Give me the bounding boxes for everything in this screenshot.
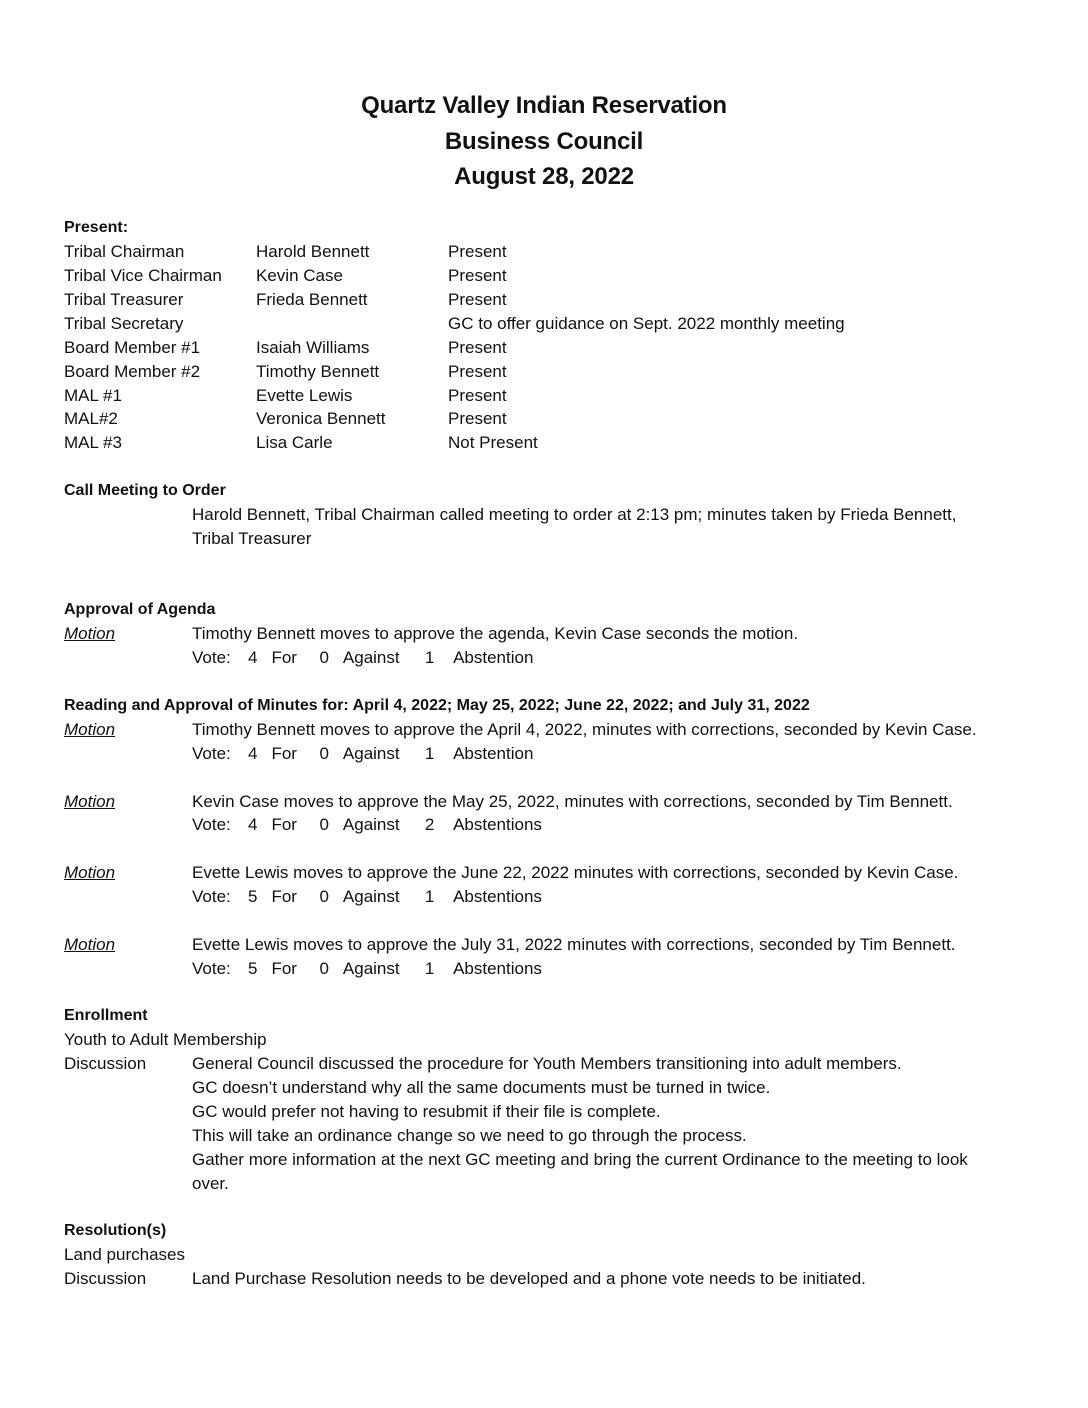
document-subtitle: Business Council xyxy=(444,128,644,155)
vote-abstain-label: Abstentions xyxy=(453,959,542,978)
call-to-order-text-cont: Tribal Treasurer xyxy=(192,529,312,548)
vote-for-label: For xyxy=(271,744,297,763)
vote-for-label: For xyxy=(271,815,297,834)
vote-abstain-count: 1 xyxy=(424,887,435,906)
vote-abstain-count: 1 xyxy=(424,744,435,763)
enrollment-subheading: Youth to Adult Membership xyxy=(64,1030,267,1049)
motion-text: Kevin Case moves to approve the May 25, 2022, minutes with corrections, seconded by Tim Bennett. xyxy=(192,792,953,811)
vote-for-label: For xyxy=(271,959,297,978)
discussion-line: General Council discussed the procedure for Youth Members transitioning into adult members. xyxy=(192,1054,902,1073)
motion-text: Timothy Bennett moves to approve the April 4, 2022, minutes with corrections, seconded by Kevin Case. xyxy=(192,720,977,739)
vote-line xyxy=(192,957,542,981)
vote-against-label: Against xyxy=(342,815,400,834)
vote-label: Vote: xyxy=(192,959,231,978)
vote-for-label: For xyxy=(271,887,297,906)
motion-text: Timothy Bennett moves to approve the agenda, Kevin Case seconds the motion. xyxy=(192,624,799,643)
document-title: Quartz Valley Indian Reservation xyxy=(361,92,727,119)
motion-text: Evette Lewis moves to approve the July 31, 2022 minutes with corrections, seconded by Tim Bennett. xyxy=(192,935,956,954)
vote-for-count: 4 xyxy=(248,815,258,834)
vote-label: Vote: xyxy=(192,887,231,906)
attendance-name: Isaiah Williams xyxy=(256,338,370,357)
discussion-line: GC would prefer not having to resubmit if their file is complete. xyxy=(192,1102,661,1121)
vote-label: Vote: xyxy=(192,648,231,667)
attendance-status: GC to offer guidance on Sept. 2022 monthly meeting xyxy=(448,314,845,333)
vote-against-count: 0 xyxy=(319,815,329,834)
attendance-status: Present xyxy=(448,386,507,405)
vote-abstain-count: 2 xyxy=(424,815,435,834)
call-to-order-text: Harold Bennett, Tribal Chairman called meeting to order at 2:13 pm; minutes taken by Frieda Bennett, xyxy=(192,505,957,524)
attendance-name: Harold Bennett xyxy=(256,242,370,261)
vote-line xyxy=(192,813,542,837)
motion-label: Motion xyxy=(64,792,116,811)
resolutions-subheading: Land purchases xyxy=(64,1245,185,1264)
attendance-role: Board Member #2 xyxy=(64,362,201,381)
motion-label: Motion xyxy=(64,863,116,882)
attendance-status: Not Present xyxy=(448,433,538,452)
vote-abstain-count: 1 xyxy=(424,648,435,667)
vote-label: Vote: xyxy=(192,744,231,763)
enrollment-heading: Enrollment xyxy=(64,1007,148,1024)
call-to-order-heading: Call Meeting to Order xyxy=(64,482,226,499)
vote-for-label: For xyxy=(271,648,297,667)
motion-text: Evette Lewis moves to approve the June 22, 2022 minutes with corrections, seconded by Kevin Case. xyxy=(192,863,959,882)
vote-for-count: 4 xyxy=(248,744,258,763)
attendance-status: Present xyxy=(448,266,507,285)
discussion-line: Land Purchase Resolution needs to be developed and a phone vote needs to be initiated. xyxy=(192,1269,866,1288)
vote-abstain-label: Abstention xyxy=(453,744,534,763)
vote-abstain-count: 1 xyxy=(424,959,435,978)
attendance-name: Evette Lewis xyxy=(256,386,353,405)
attendance-role: Tribal Chairman xyxy=(64,242,185,261)
attendance-name: Lisa Carle xyxy=(256,433,333,452)
vote-against-label: Against xyxy=(342,959,400,978)
attendance-name: Veronica Bennett xyxy=(256,409,386,428)
vote-abstain-label: Abstentions xyxy=(453,815,542,834)
vote-abstain-label: Abstention xyxy=(453,648,534,667)
attendance-name: Frieda Bennett xyxy=(256,290,368,309)
vote-against-count: 0 xyxy=(319,959,329,978)
vote-against-count: 0 xyxy=(319,744,329,763)
attendance-name: Timothy Bennett xyxy=(256,362,380,381)
motion-label: Motion xyxy=(64,720,116,739)
vote-line xyxy=(192,646,533,670)
vote-line xyxy=(192,742,533,766)
vote-against-label: Against xyxy=(342,648,400,667)
attendance-status: Present xyxy=(448,338,507,357)
attendance-role: MAL #1 xyxy=(64,386,122,405)
attendance-status: Present xyxy=(448,362,507,381)
attendance-role: Tribal Vice Chairman xyxy=(64,266,222,285)
attendance-role: Tribal Treasurer xyxy=(64,290,184,309)
attendance-role: Tribal Secretary xyxy=(64,314,184,333)
agenda-heading: Approval of Agenda xyxy=(64,601,216,618)
motion-label: Motion xyxy=(64,935,116,954)
vote-against-label: Against xyxy=(342,887,400,906)
vote-for-count: 4 xyxy=(248,648,258,667)
discussion-line: GC doesn’t understand why all the same documents must be turned in twice. xyxy=(192,1078,771,1097)
vote-against-label: Against xyxy=(342,744,400,763)
motion-label: Motion xyxy=(64,624,116,643)
attendance-status: Present xyxy=(448,242,507,261)
attendance-name: Kevin Case xyxy=(256,266,343,285)
vote-against-count: 0 xyxy=(319,887,329,906)
vote-against-count: 0 xyxy=(319,648,329,667)
discussion-line: over. xyxy=(192,1174,229,1193)
vote-label: Vote: xyxy=(192,815,231,834)
attendance-role: MAL #3 xyxy=(64,433,122,452)
minutes-heading: Reading and Approval of Minutes for: April 4, 2022; May 25, 2022; June 22, 2022; and July 31, 2022 xyxy=(64,697,810,714)
attendance-role: Board Member #1 xyxy=(64,338,201,357)
discussion-line: Gather more information at the next GC meeting and bring the current Ordinance to the meeting to look xyxy=(192,1150,968,1169)
discussion-label: Discussion xyxy=(64,1269,147,1288)
vote-for-count: 5 xyxy=(248,959,258,978)
attendance-status: Present xyxy=(448,290,507,309)
resolutions-heading: Resolution(s) xyxy=(64,1222,167,1239)
vote-line xyxy=(192,885,542,909)
attendance-role: MAL#2 xyxy=(64,409,118,428)
vote-for-count: 5 xyxy=(248,887,258,906)
vote-abstain-label: Abstentions xyxy=(453,887,542,906)
discussion-line: This will take an ordinance change so we need to go through the process. xyxy=(192,1126,747,1145)
discussion-label: Discussion xyxy=(64,1054,147,1073)
meeting-date: August 28, 2022 xyxy=(454,163,634,190)
attendance-status: Present xyxy=(448,409,507,428)
attendance-heading: Present: xyxy=(64,219,129,236)
